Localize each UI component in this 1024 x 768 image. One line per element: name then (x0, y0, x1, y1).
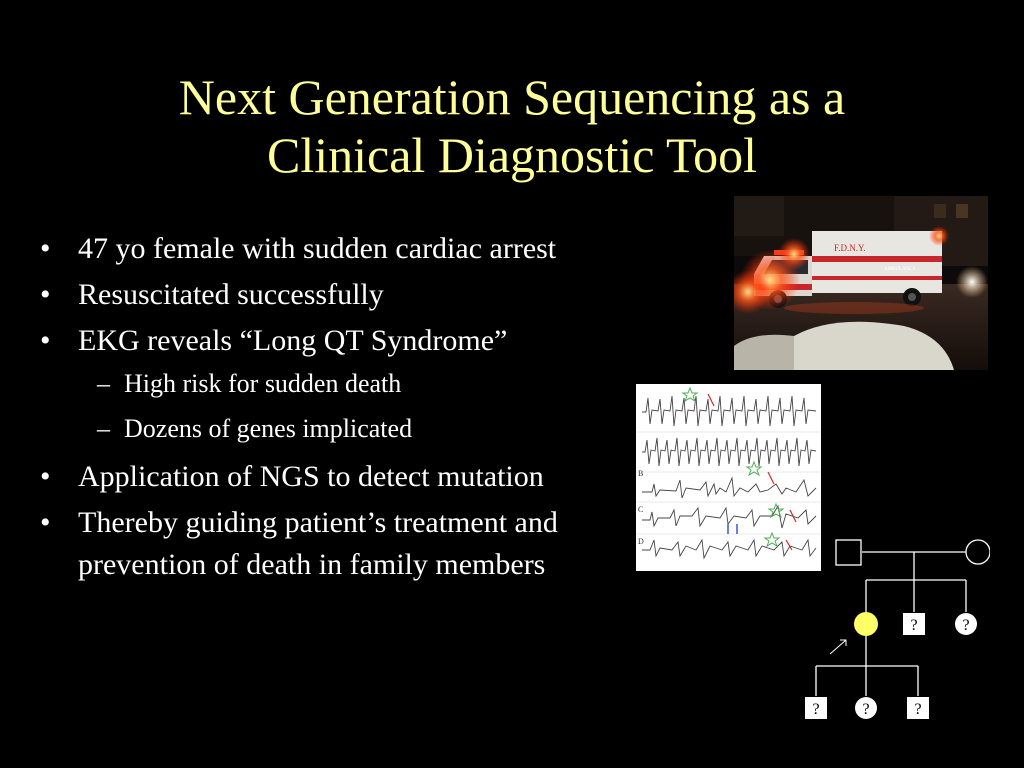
bullet-dot-icon: • (40, 324, 51, 357)
pedigree-child-unknown (907, 697, 929, 719)
ambulance-photo (734, 196, 988, 370)
pedigree-sibling-unknown (903, 613, 925, 635)
ekg-row-label: C (638, 505, 644, 514)
unknown-mark: ? (812, 701, 820, 718)
sub-bullet-item (40, 411, 640, 447)
bullet-text: EKG reveals “Long QT Syndrome” (78, 324, 508, 357)
pedigree-sibling-unknown (955, 613, 977, 635)
pedigree-child-unknown (855, 697, 877, 719)
unknown-mark: ? (962, 617, 970, 634)
ekg-row-label: D (638, 537, 644, 546)
pedigree-chart (790, 530, 990, 730)
pedigree-proband (854, 612, 878, 636)
unknown-mark: ? (862, 701, 870, 718)
unknown-mark: ? (914, 701, 922, 718)
bullet-dot-icon: • (40, 278, 51, 311)
sub-bullet-text: Dozens of genes implicated (124, 414, 413, 443)
bullet-item (40, 274, 640, 316)
bullet-item (40, 228, 640, 270)
sub-bullet-text: High risk for sudden death (124, 369, 402, 398)
bullet-text: Thereby guiding patient’s treatment and prevention of death in family members (78, 506, 558, 581)
unknown-mark: ? (910, 617, 918, 634)
pedigree-father (836, 540, 861, 565)
pedigree-child-unknown (805, 697, 827, 719)
bullet-dot-icon: • (40, 232, 51, 265)
bullet-dot-icon: • (40, 506, 51, 539)
bullet-item (40, 456, 640, 498)
pedigree-mother (966, 540, 990, 564)
ekg-row-label: B (638, 469, 644, 478)
ambulance-side-text: AMBULANCE (884, 267, 916, 272)
slide-title-line-2: Clinical Diagnostic Tool (267, 127, 757, 183)
bullet-item (40, 502, 640, 586)
ambulance-door-text: F.D.N.Y. (834, 243, 866, 253)
bullet-text: 47 yo female with sudden cardiac arrest (78, 232, 557, 265)
dash-icon: – (97, 414, 110, 443)
sub-bullet-item (40, 366, 640, 402)
bullet-text: Resuscitated successfully (78, 278, 384, 311)
proband-arrow-icon (830, 640, 846, 654)
bullet-text: Application of NGS to detect mutation (78, 460, 544, 493)
dash-icon: – (97, 369, 110, 398)
slide-title-line-1: Next Generation Sequencing as a (178, 69, 846, 125)
slide-title (0, 68, 1024, 184)
bullet-list (40, 228, 640, 590)
bullet-item (40, 320, 640, 362)
bullet-dot-icon: • (40, 460, 51, 493)
